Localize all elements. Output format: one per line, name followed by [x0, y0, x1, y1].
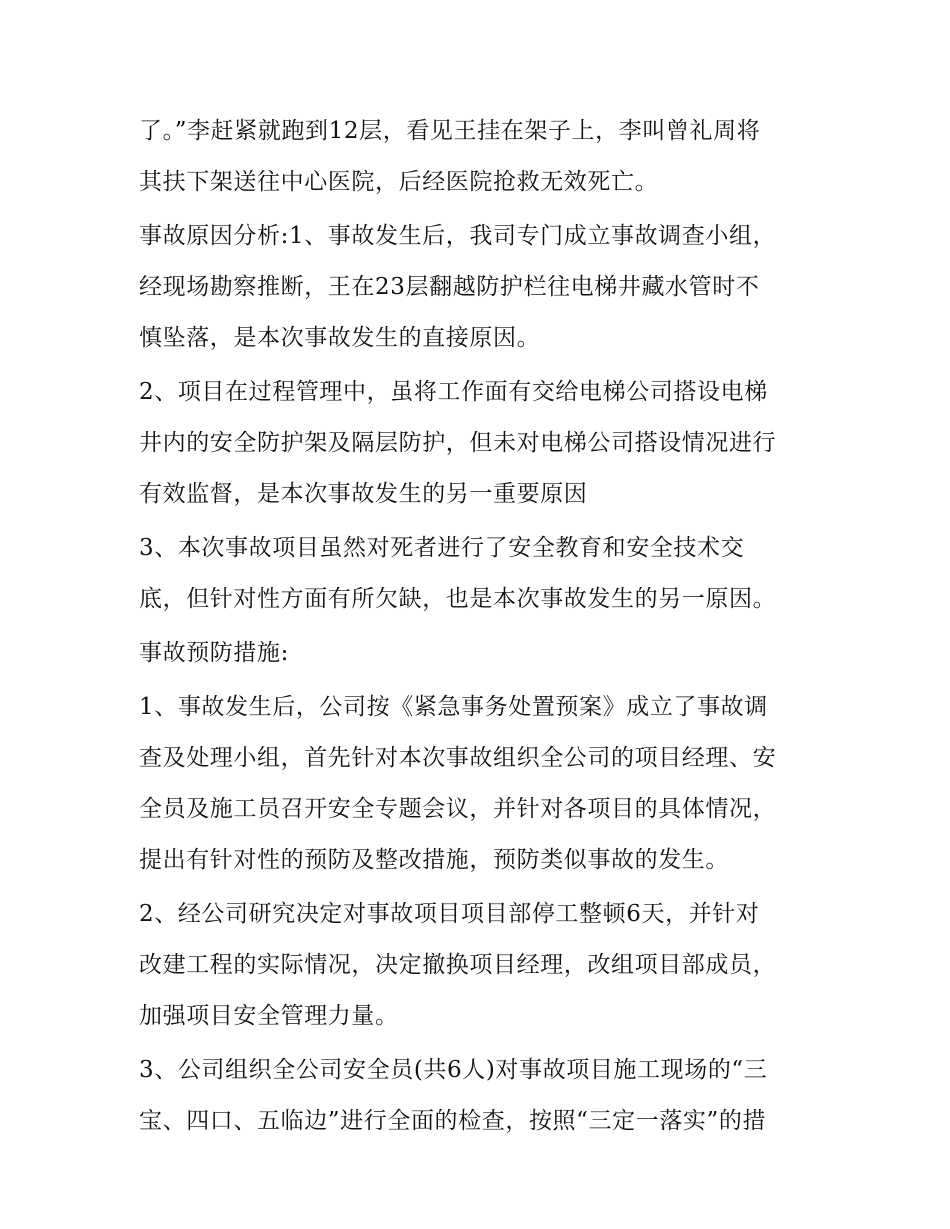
- text-line: 有效监督，是本次事故发生的另一重要原因: [139, 481, 588, 507]
- section-heading: 事故预防措施:: [139, 640, 289, 666]
- text-line: 加强项目安全管理力量。: [139, 1003, 399, 1029]
- text-line: 3、本次事故项目虽然对死者进行了安全教育和安全技术交: [139, 535, 745, 561]
- text-line: 经现场勘察推断，王在23层翻越防护栏往电梯井藏水管时不: [139, 274, 760, 300]
- text-line: 提出有针对性的预防及整改措施，预防类似事故的发生。: [139, 847, 729, 873]
- text-line: 事故原因分析:1、事故发生后，我司专门成立事故调查小组，: [139, 223, 777, 249]
- text-line: 查及处理小组，首先针对本次事故组织全公司的项目经理、安: [139, 745, 777, 771]
- text-line: 慎坠落，是本次事故发生的直接原因。: [139, 325, 541, 351]
- text-line: 2、经公司研究决定对事故项目项目部停工整顿6天，并针对: [139, 901, 760, 927]
- text-line: 改建工程的实际情况，决定撤换项目经理，改组项目部成员，: [139, 952, 777, 978]
- text-line: 3、公司组织全公司安全员(共6人)对事故项目施工现场的“三: [139, 1057, 768, 1083]
- text-line: 1、事故发生后，公司按《紧急事务处置预案》成立了事故调: [139, 694, 768, 720]
- text-line: 了。”李赶紧就跑到12层，看见王挂在架子上，李叫曾礼周将: [139, 118, 761, 144]
- text-line: 其扶下架送往中心医院，后经医院抢救无效死亡。: [139, 169, 659, 195]
- text-line: 井内的安全防护架及隔层防护，但未对电梯公司搭设情况进行: [139, 430, 777, 456]
- text-line: 全员及施工员召开安全专题会议，并针对各项目的具体情况，: [139, 796, 777, 822]
- text-line: 底，但针对性方面有所欠缺，也是本次事故发生的另一原因。: [139, 586, 777, 612]
- document-body: [139, 106, 819, 1147]
- text-line: 宝、四口、五临边”进行全面的检查，按照“三定一落实”的措: [139, 1108, 767, 1134]
- text-line: 2、项目在过程管理中，虽将工作面有交给电梯公司搭设电梯: [139, 379, 768, 405]
